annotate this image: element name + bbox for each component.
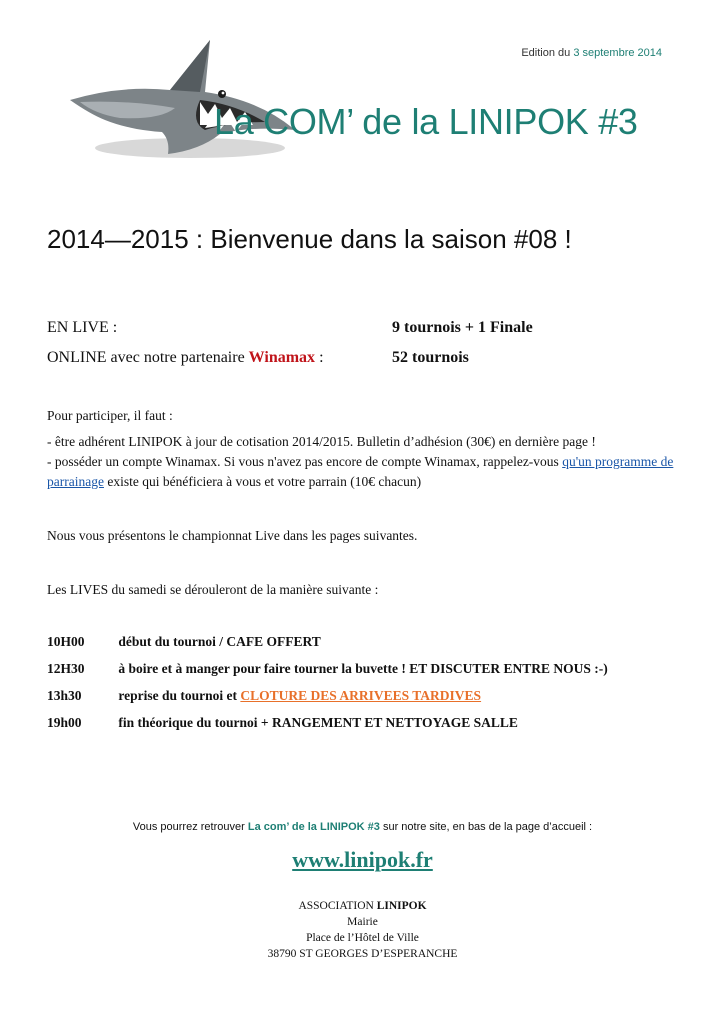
schedule-time: 13h30 (47, 688, 82, 703)
late-arrivals-link[interactable]: CLOTURE DES ARRIVEES TARDIVES (240, 688, 482, 703)
footer-note (0, 821, 725, 833)
participation-list (47, 432, 687, 492)
schedule-row (47, 688, 481, 704)
page-title: La COM’ de la LINIPOK #3 (214, 101, 638, 142)
edition-date: 3 septembre 2014 (573, 47, 662, 59)
association-name: LINIPOK (376, 900, 427, 912)
participation-intro: Pour participer, il faut : (47, 408, 173, 423)
edition-line (521, 47, 662, 59)
schedule-text: début du tournoi / CAFE OFFERT (118, 634, 321, 649)
winamax-partner: Winamax (248, 349, 316, 366)
live-value: 9 tournois + 1 Finale (392, 319, 533, 336)
online-label-prefix: ONLINE avec notre partenaire (47, 349, 245, 366)
season-heading: 2014—2015 : Bienvenue dans la saison #08 ! (47, 224, 572, 254)
schedule-time: 10H00 (47, 634, 85, 649)
schedule-row (47, 661, 608, 677)
schedule-time: 19h00 (47, 715, 82, 730)
participation-item-membership: - être adhérent LINIPOK à jour de cotisation 2014/2015. Bulletin d’adhésion (30€) en dernière page ! (47, 434, 596, 449)
online-value: 52 tournois (392, 349, 469, 366)
schedule-text: fin théorique du tournoi + RANGEMENT ET NETTOYAGE SALLE (118, 715, 518, 730)
footer-note-highlight: La com’ de la LINIPOK #3 (247, 821, 380, 833)
schedule-row (47, 634, 321, 650)
schedule-intro: Les LIVES du samedi se dérouleront de la manière suivante : (47, 582, 379, 597)
item2-text-after: existe qui bénéficiera à vous et votre parrain (10€ chacun) (107, 474, 422, 489)
participation-item-winamax (47, 452, 687, 492)
footer-note-before: Vous pourrez retrouver (132, 821, 245, 833)
live-label: EN LIVE : (47, 319, 118, 336)
championship-text: Nous vous présentons le championnat Live dans les pages suivantes. (47, 528, 418, 543)
schedule-row (47, 715, 518, 731)
schedule-text: reprise du tournoi et (118, 688, 237, 703)
association-address (0, 898, 725, 962)
address-line: 38790 ST GEORGES D’ESPERANCHE (267, 948, 458, 960)
website-link[interactable]: www.linipok.fr (292, 847, 433, 872)
association-prefix: ASSOCIATION (298, 900, 374, 912)
schedule-time: 12H30 (47, 661, 85, 676)
item2-text-before: - posséder un compte Winamax. Si vous n'avez pas encore de compte Winamax, rappelez-vous (47, 454, 559, 469)
edition-prefix: Edition du (521, 47, 571, 59)
address-line: Mairie (347, 916, 378, 928)
online-label (47, 349, 324, 367)
referral-program-link[interactable]: qu'un programme de parrainage (47, 454, 674, 489)
footer-note-after: sur notre site, en bas de la page d’accueil : (382, 821, 593, 833)
address-line: Place de l’Hôtel de Ville (306, 932, 419, 944)
shark-logo-icon (50, 30, 310, 170)
schedule-text: à boire et à manger pour faire tourner la buvette ! ET DISCUTER ENTRE NOUS :-) (118, 661, 608, 676)
association-line (0, 898, 725, 914)
online-label-suffix: : (319, 349, 324, 366)
